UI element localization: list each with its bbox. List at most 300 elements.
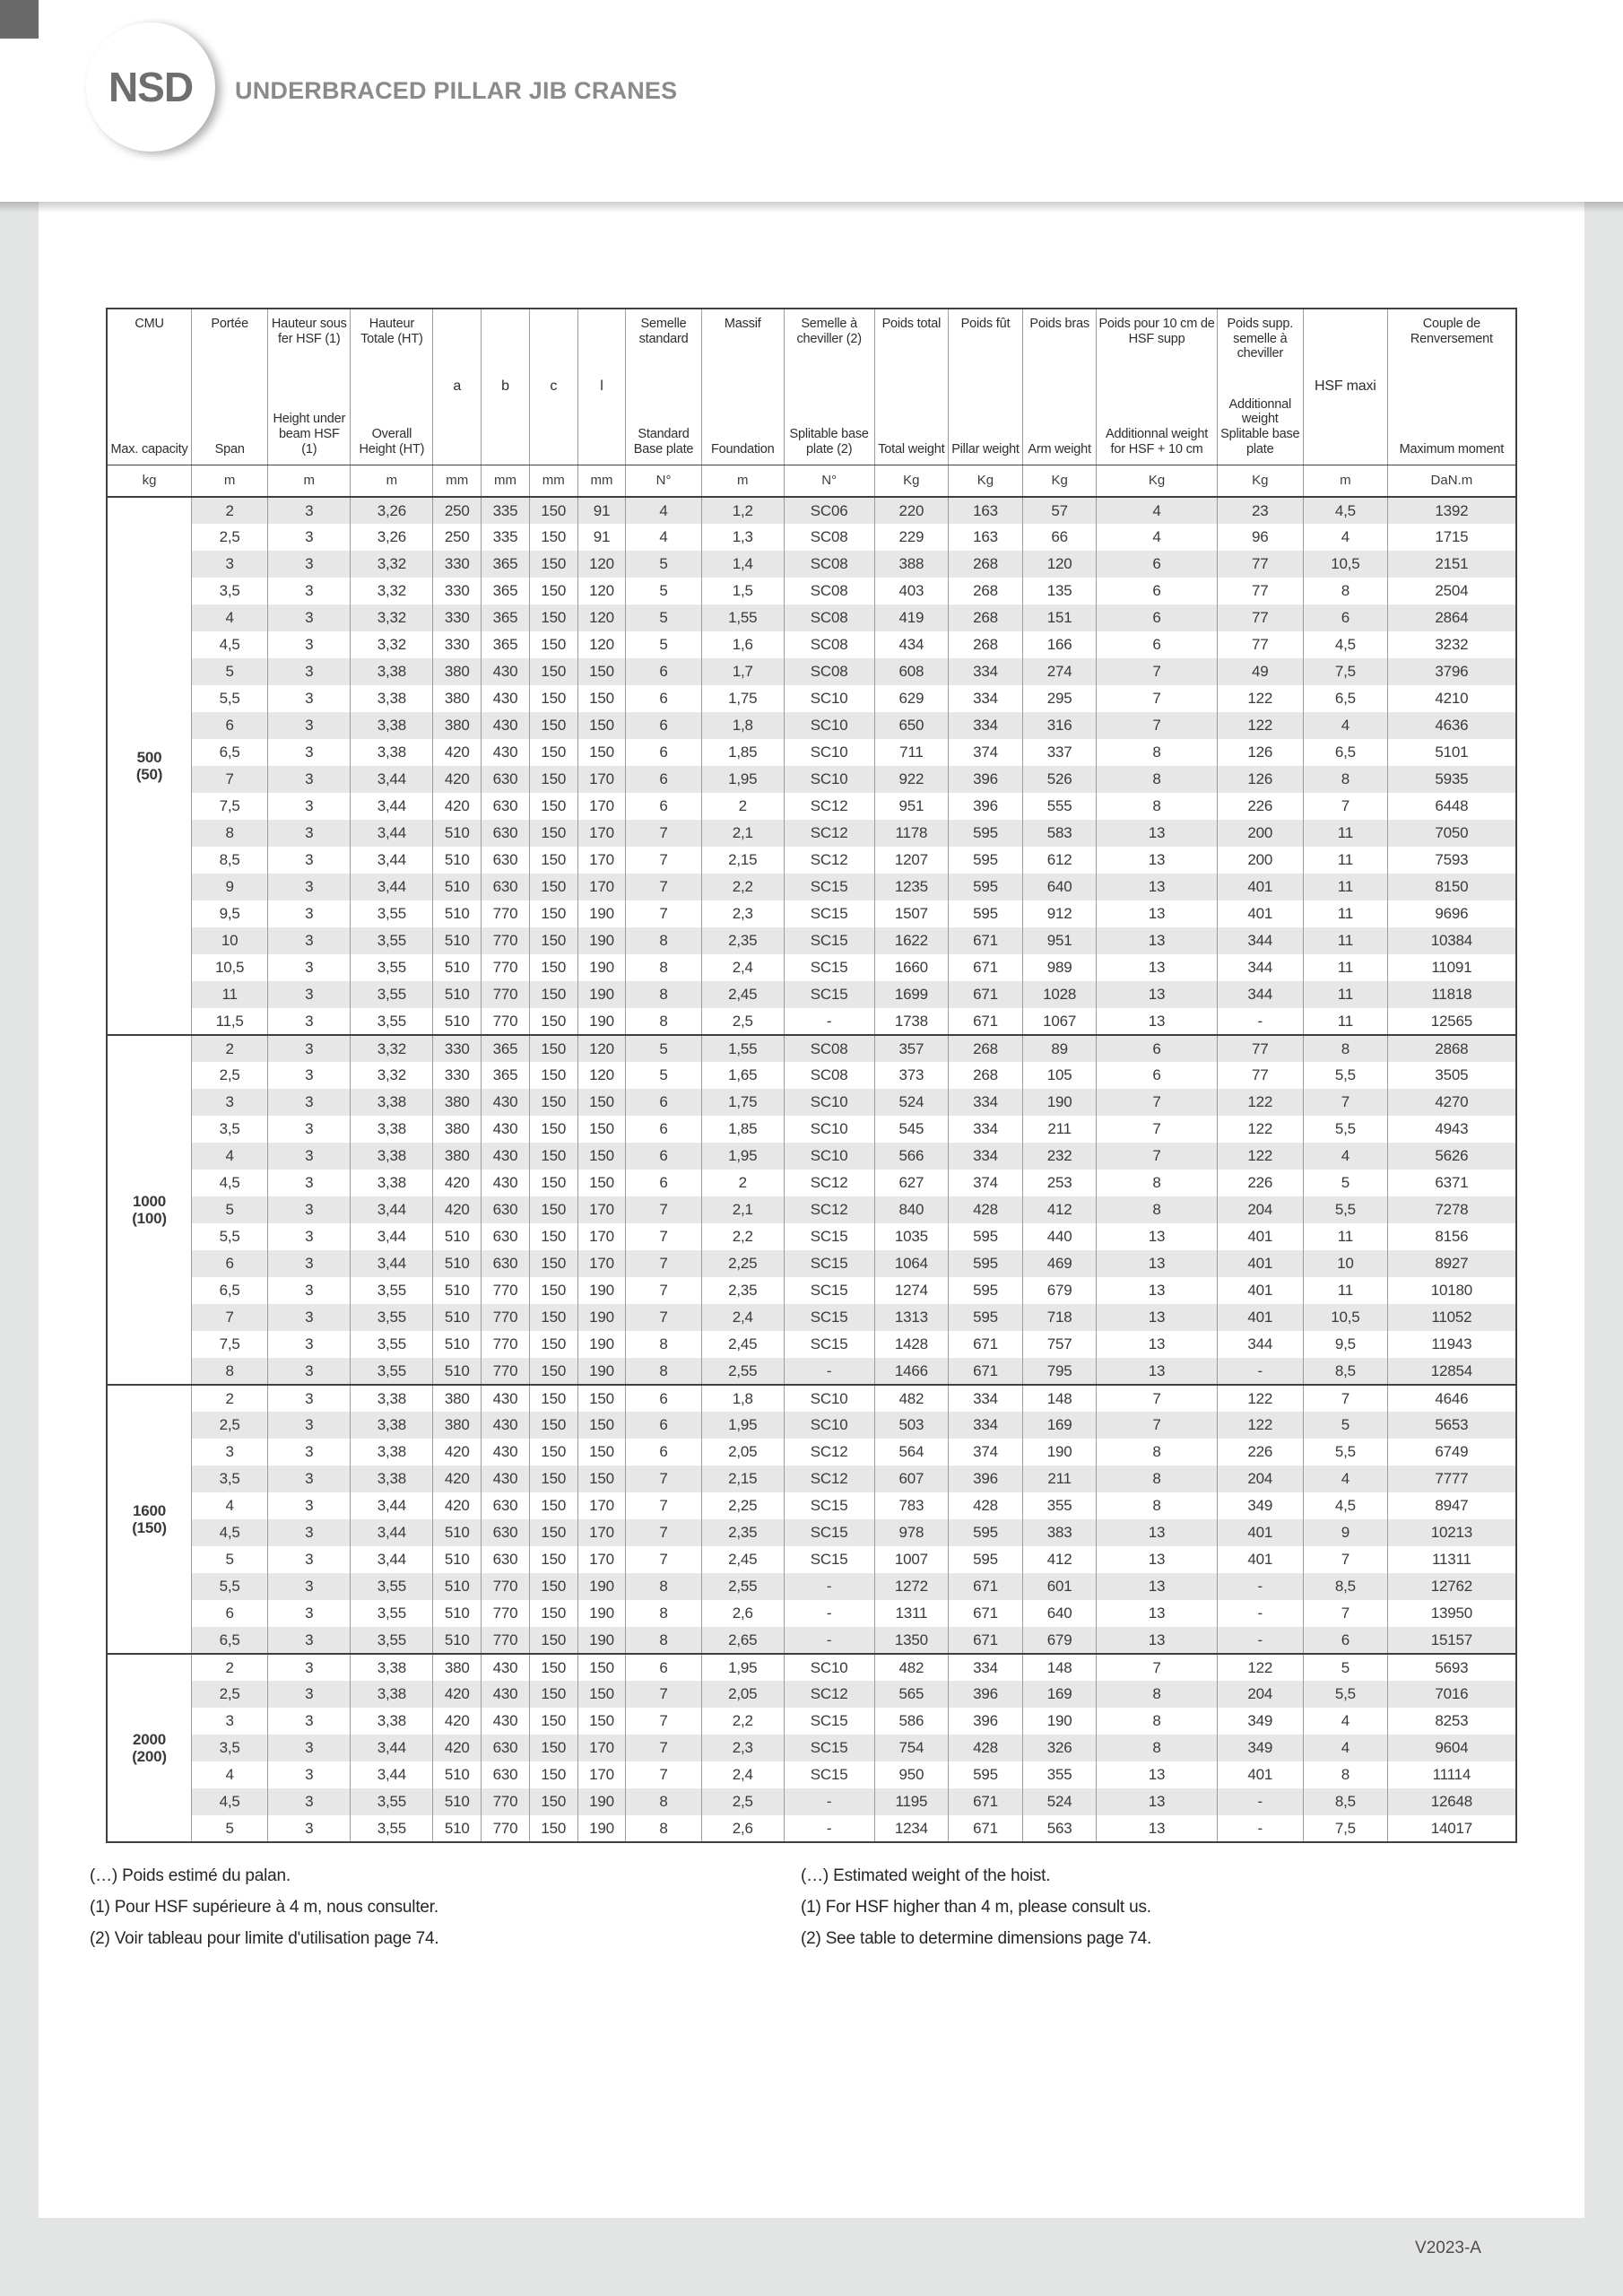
table-cell: 5 [192, 1815, 268, 1842]
table-cell: 2,6 [701, 1600, 784, 1627]
table-cell: 2,5 [701, 1008, 784, 1035]
table-cell: 3,38 [351, 1439, 433, 1465]
table-cell: 3 [268, 1788, 351, 1815]
table-cell: 1035 [874, 1223, 949, 1250]
table-cell: 150 [529, 551, 577, 578]
table-cell: 3,32 [351, 604, 433, 631]
table-cell: 428 [949, 1492, 1023, 1519]
table-cell: 2,2 [701, 1708, 784, 1735]
table-cell: 11 [1303, 981, 1387, 1008]
table-row [107, 1412, 1516, 1439]
table-cell: 7 [1097, 1143, 1217, 1170]
table-cell: 420 [433, 739, 482, 766]
table-cell: SC15 [784, 1331, 874, 1358]
table-cell: SC15 [784, 1250, 874, 1277]
table-row [107, 497, 1516, 524]
table-cell: 150 [529, 658, 577, 685]
table-cell: 6 [1097, 551, 1217, 578]
table-cell: 122 [1217, 1654, 1303, 1681]
column-label-fr: Hauteur Totale (HT) [360, 317, 423, 346]
table-cell: 2,6 [701, 1815, 784, 1842]
table-cell: 510 [433, 1358, 482, 1385]
column-label-fr: Massif [724, 317, 761, 331]
table-row [107, 1223, 1516, 1250]
table-cell: SC12 [784, 1681, 874, 1708]
table-cell: 951 [1022, 927, 1097, 954]
table-cell: 150 [529, 1654, 577, 1681]
table-cell: 7 [626, 1196, 701, 1223]
table-row [107, 1062, 1516, 1089]
table-cell: 2 [192, 1654, 268, 1681]
table-cell: 150 [577, 1116, 626, 1143]
table-cell: 11311 [1387, 1546, 1516, 1573]
table-cell: 7 [1303, 1089, 1387, 1116]
table-cell: 10,5 [1303, 551, 1387, 578]
table-cell: 7050 [1387, 820, 1516, 847]
table-cell: 3 [268, 524, 351, 551]
table-cell: 4 [626, 497, 701, 524]
table-cell: 170 [577, 1250, 626, 1277]
table-cell: 3,38 [351, 1089, 433, 1116]
table-cell: 5653 [1387, 1412, 1516, 1439]
table-cell: SC15 [784, 874, 874, 900]
table-cell: 150 [529, 820, 577, 847]
table-cell: 3 [268, 658, 351, 685]
table-cell: 11,5 [192, 1008, 268, 1035]
table-cell: 524 [1022, 1788, 1097, 1815]
table-row [107, 1089, 1516, 1116]
table-cell: 3 [268, 793, 351, 820]
table-cell: 150 [529, 739, 577, 766]
table-cell: 3 [268, 1492, 351, 1519]
table-cell: 5 [626, 1035, 701, 1062]
table-cell: 77 [1217, 631, 1303, 658]
table-cell: 1,95 [701, 1412, 784, 1439]
table-cell: 190 [577, 1788, 626, 1815]
table-cell: 1,2 [701, 497, 784, 524]
table-cell: 344 [1217, 1331, 1303, 1358]
table-cell: - [784, 1600, 874, 1627]
table-cell: 2,2 [701, 874, 784, 900]
table-cell: 1466 [874, 1358, 949, 1385]
table-cell: 555 [1022, 793, 1097, 820]
table-cell: 650 [874, 712, 949, 739]
table-cell: 401 [1217, 1761, 1303, 1788]
table-cell: 148 [1022, 1385, 1097, 1412]
table-cell: 3 [268, 766, 351, 793]
table-cell: SC08 [784, 1035, 874, 1062]
table-cell: SC10 [784, 685, 874, 712]
column-label-en: Additionnal weight for HSF + 10 cm [1105, 427, 1209, 457]
table-cell: 150 [529, 1358, 577, 1385]
table-cell: 3,38 [351, 739, 433, 766]
table-cell: 640 [1022, 874, 1097, 900]
table-cell: 7 [1303, 793, 1387, 820]
table-cell: 6 [1097, 1035, 1217, 1062]
table-cell: 122 [1217, 1143, 1303, 1170]
table-cell: 13 [1097, 981, 1217, 1008]
table-cell: 13950 [1387, 1600, 1516, 1627]
table-cell: 380 [433, 1654, 482, 1681]
table-cell: 9 [192, 874, 268, 900]
table-cell: 374 [949, 1170, 1023, 1196]
table-cell: 7 [192, 1304, 268, 1331]
column-label-fr: Couple de Renversement [1410, 317, 1493, 346]
table-cell: 4,5 [192, 1788, 268, 1815]
table-cell: 2,5 [701, 1788, 784, 1815]
table-cell: 671 [949, 981, 1023, 1008]
table-cell: 170 [577, 1492, 626, 1519]
table-cell: 396 [949, 1681, 1023, 1708]
table-cell: 344 [1217, 954, 1303, 981]
table-row [107, 1465, 1516, 1492]
table-cell: 77 [1217, 1035, 1303, 1062]
table-cell: 5,5 [1303, 1062, 1387, 1089]
table-cell: 335 [482, 497, 530, 524]
table-cell: 330 [433, 578, 482, 604]
table-cell: 334 [949, 1654, 1023, 1681]
table-cell: 608 [874, 658, 949, 685]
table-cell: 912 [1022, 900, 1097, 927]
nsd-logo [86, 22, 215, 152]
column-label-fr: l [600, 378, 603, 395]
table-cell: 204 [1217, 1465, 1303, 1492]
unit-cell-total-weight: Kg [874, 465, 949, 497]
table-cell: 2,45 [701, 1331, 784, 1358]
table-cell: 120 [577, 578, 626, 604]
table-cell: 401 [1217, 1546, 1303, 1573]
table-cell: 8156 [1387, 1223, 1516, 1250]
table-cell: - [784, 1788, 874, 1815]
table-row [107, 1654, 1516, 1681]
table-cell: SC08 [784, 631, 874, 658]
table-cell: 190 [1022, 1089, 1097, 1116]
table-cell: 11 [1303, 1008, 1387, 1035]
table-cell: 13 [1097, 1277, 1217, 1304]
table-cell: 330 [433, 631, 482, 658]
table-cell: 595 [949, 1761, 1023, 1788]
table-cell: 2,5 [192, 1412, 268, 1439]
table-cell: 420 [433, 1681, 482, 1708]
table-cell: 671 [949, 1788, 1023, 1815]
table-cell: 440 [1022, 1223, 1097, 1250]
table-cell: 5,5 [192, 685, 268, 712]
table-cell: 6 [626, 1170, 701, 1196]
table-cell: 13 [1097, 847, 1217, 874]
table-cell: 419 [874, 604, 949, 631]
table-cell: 150 [529, 766, 577, 793]
table-cell: 190 [577, 1573, 626, 1600]
table-cell: 253 [1022, 1170, 1097, 1196]
table-cell: 2,4 [701, 1304, 784, 1331]
table-cell: 150 [577, 658, 626, 685]
table-cell: 66 [1022, 524, 1097, 551]
table-cell: 150 [529, 631, 577, 658]
table-cell: 3,55 [351, 1627, 433, 1654]
table-cell: 430 [482, 1681, 530, 1708]
table-row [107, 1492, 1516, 1519]
table-cell: 126 [1217, 739, 1303, 766]
table-cell: 3 [268, 1627, 351, 1654]
table-cell: 170 [577, 793, 626, 820]
table-cell: 170 [577, 1735, 626, 1761]
brand-square [0, 0, 39, 39]
table-cell: 150 [529, 1062, 577, 1089]
table-cell: 6 [626, 1654, 701, 1681]
table-cell: 3,44 [351, 820, 433, 847]
table-cell: 3,55 [351, 1277, 433, 1304]
table-cell: 510 [433, 1519, 482, 1546]
table-cell: 150 [529, 954, 577, 981]
table-cell: 170 [577, 766, 626, 793]
column-header-splitable-base-plate [784, 309, 874, 465]
table-cell: 3796 [1387, 658, 1516, 685]
table-row [107, 1385, 1516, 1412]
table-row [107, 1761, 1516, 1788]
table-cell: 4270 [1387, 1089, 1516, 1116]
table-cell: 3 [268, 874, 351, 900]
table-cell: 420 [433, 1492, 482, 1519]
table-cell: 510 [433, 847, 482, 874]
table-cell: 770 [482, 1358, 530, 1385]
table-cell: 595 [949, 1304, 1023, 1331]
crane-spec-table [106, 308, 1517, 1843]
table-cell: 3,38 [351, 1116, 433, 1143]
table-cell: - [784, 1627, 874, 1654]
table-cell: 2868 [1387, 1035, 1516, 1062]
table-cell: 344 [1217, 981, 1303, 1008]
table-cell: 2 [192, 1385, 268, 1412]
table-cell: SC12 [784, 1465, 874, 1492]
table-cell: 3 [268, 1304, 351, 1331]
table-cell: 334 [949, 658, 1023, 685]
table-cell: 5693 [1387, 1654, 1516, 1681]
table-cell: 4 [1303, 712, 1387, 739]
table-cell: 430 [482, 1412, 530, 1439]
table-cell: 1,7 [701, 658, 784, 685]
table-cell: 6 [192, 712, 268, 739]
table-cell: 13 [1097, 954, 1217, 981]
table-cell: 77 [1217, 1062, 1303, 1089]
table-cell: 349 [1217, 1492, 1303, 1519]
table-cell: 150 [529, 1465, 577, 1492]
footnotes-fr [90, 1860, 439, 1954]
table-cell: 190 [577, 927, 626, 954]
table-cell: 510 [433, 1304, 482, 1331]
table-cell: 630 [482, 1196, 530, 1223]
table-cell: SC12 [784, 793, 874, 820]
table-cell: 150 [529, 874, 577, 900]
logo-text: NSD [108, 64, 194, 110]
table-cell: 2,35 [701, 1277, 784, 1304]
footnotes-en [801, 1860, 1151, 1954]
table-cell: 2,3 [701, 900, 784, 927]
table-cell: SC06 [784, 497, 874, 524]
table-cell: 4,5 [192, 1519, 268, 1546]
table-cell: 122 [1217, 1116, 1303, 1143]
table-cell: 3,32 [351, 551, 433, 578]
table-cell: 7 [1097, 1385, 1217, 1412]
table-cell: 380 [433, 685, 482, 712]
table-cell: 8 [626, 954, 701, 981]
column-header-arm-weight [1022, 309, 1097, 465]
table-cell: 6371 [1387, 1170, 1516, 1196]
table-cell: 8 [626, 981, 701, 1008]
table-cell: 148 [1022, 1654, 1097, 1681]
table-cell: 428 [949, 1735, 1023, 1761]
table-cell: 5 [626, 578, 701, 604]
table-cell: 1,95 [701, 1143, 784, 1170]
table-cell: 7 [626, 1250, 701, 1277]
table-cell: 3,55 [351, 981, 433, 1008]
table-cell: 4636 [1387, 712, 1516, 739]
table-cell: 1392 [1387, 497, 1516, 524]
footnote-line-en-table: (2) See table to determine dimensions page 74. [801, 1929, 1152, 1948]
table-cell: 8 [1097, 1439, 1217, 1465]
table-cell: 13 [1097, 1250, 1217, 1277]
table-cell: 2151 [1387, 551, 1516, 578]
section-label-2000: 2000 (200) [107, 1654, 192, 1842]
table-cell: 510 [433, 820, 482, 847]
table-cell: SC12 [784, 820, 874, 847]
table-cell: 4 [1303, 1735, 1387, 1761]
table-cell: 3,38 [351, 1143, 433, 1170]
table-cell: 150 [529, 1546, 577, 1573]
table-cell: 3 [268, 1654, 351, 1681]
table-row [107, 604, 1516, 631]
table-cell: 420 [433, 1439, 482, 1465]
table-cell: 770 [482, 981, 530, 1008]
table-cell: 8 [626, 1573, 701, 1600]
table-cell: 3 [268, 1465, 351, 1492]
table-cell: 2 [701, 1170, 784, 1196]
table-cell: 122 [1217, 685, 1303, 712]
table-cell: 89 [1022, 1035, 1097, 1062]
table-cell: 7 [1303, 1385, 1387, 1412]
table-cell: 150 [529, 1304, 577, 1331]
table-row [107, 981, 1516, 1008]
table-cell: 3,44 [351, 1761, 433, 1788]
table-cell: 11 [192, 981, 268, 1008]
table-cell: 3,55 [351, 1788, 433, 1815]
table-cell: 3,32 [351, 1035, 433, 1062]
table-cell: 334 [949, 1412, 1023, 1439]
table-row [107, 766, 1516, 793]
table-cell: - [1217, 1358, 1303, 1385]
table-cell: 3 [268, 1546, 351, 1573]
table-cell: 401 [1217, 900, 1303, 927]
table-cell: 13 [1097, 1627, 1217, 1654]
table-cell: 355 [1022, 1492, 1097, 1519]
table-cell: 795 [1022, 1358, 1097, 1385]
table-cell: 1738 [874, 1008, 949, 1035]
table-cell: 13 [1097, 874, 1217, 900]
unit-cell-add-weight-splitable: Kg [1217, 465, 1303, 497]
table-cell: 226 [1217, 793, 1303, 820]
table-cell: 2864 [1387, 604, 1516, 631]
unit-cell-add-weight-hsf: Kg [1097, 465, 1217, 497]
table-cell: SC15 [784, 1277, 874, 1304]
table-cell: 2,5 [192, 1062, 268, 1089]
table-cell: 150 [529, 847, 577, 874]
table-row [107, 927, 1516, 954]
table-cell: 595 [949, 820, 1023, 847]
table-cell: 11 [1303, 820, 1387, 847]
table-cell: SC15 [784, 927, 874, 954]
table-cell: 1064 [874, 1250, 949, 1277]
table-row [107, 874, 1516, 900]
table-cell: 6 [626, 1385, 701, 1412]
table-cell: 380 [433, 1089, 482, 1116]
table-cell: 6 [626, 712, 701, 739]
table-cell: 6,5 [192, 1627, 268, 1654]
table-row [107, 1519, 1516, 1546]
table-cell: 204 [1217, 1196, 1303, 1223]
table-cell: - [784, 1573, 874, 1600]
table-cell: 170 [577, 820, 626, 847]
table-cell: SC15 [784, 1223, 874, 1250]
table-cell: 8 [626, 1008, 701, 1035]
column-label-en: Height under beam HSF (1) [273, 412, 346, 457]
table-cell: 250 [433, 524, 482, 551]
table-cell: - [784, 1008, 874, 1035]
table-cell: 5 [626, 1062, 701, 1089]
table-cell: 630 [482, 1223, 530, 1250]
table-cell: 3 [268, 739, 351, 766]
table-row [107, 524, 1516, 551]
table-cell: 6 [1097, 1062, 1217, 1089]
table-cell: 7 [626, 1223, 701, 1250]
table-cell: 11 [1303, 927, 1387, 954]
table-row [107, 1708, 1516, 1735]
table-cell: 190 [577, 981, 626, 1008]
table-cell: 9604 [1387, 1735, 1516, 1761]
table-cell: 1,75 [701, 1089, 784, 1116]
table-cell: 3,38 [351, 1708, 433, 1735]
table-cell: 150 [577, 1089, 626, 1116]
table-cell: 120 [577, 551, 626, 578]
table-cell: 922 [874, 766, 949, 793]
table-cell: 770 [482, 1627, 530, 1654]
table-cell: 150 [529, 793, 577, 820]
table-cell: 150 [529, 1250, 577, 1277]
table-cell: 7 [1097, 685, 1217, 712]
table-cell: 4943 [1387, 1116, 1516, 1143]
table-row [107, 1815, 1516, 1842]
table-cell: 150 [529, 1223, 577, 1250]
table-cell: SC08 [784, 1062, 874, 1089]
table-cell: 380 [433, 1412, 482, 1439]
page-title: UNDERBRACED PILLAR JIB CRANES [235, 77, 678, 104]
table-cell: 770 [482, 1788, 530, 1815]
table-cell: 8 [1303, 1761, 1387, 1788]
table-cell: 211 [1022, 1465, 1097, 1492]
table-cell: 77 [1217, 551, 1303, 578]
table-cell: 2,2 [701, 1223, 784, 1250]
table-cell: 268 [949, 1035, 1023, 1062]
table-cell: 3 [268, 1600, 351, 1627]
table-cell: 3,44 [351, 1250, 433, 1277]
table-cell: 2,15 [701, 1465, 784, 1492]
table-cell: 122 [1217, 1385, 1303, 1412]
column-label-fr: c [550, 378, 558, 395]
table-cell: 1235 [874, 874, 949, 900]
table-cell: 2,5 [192, 1681, 268, 1708]
table-cell: 220 [874, 497, 949, 524]
table-cell: 3 [192, 1708, 268, 1735]
table-cell: 150 [577, 1170, 626, 1196]
table-cell: 373 [874, 1062, 949, 1089]
